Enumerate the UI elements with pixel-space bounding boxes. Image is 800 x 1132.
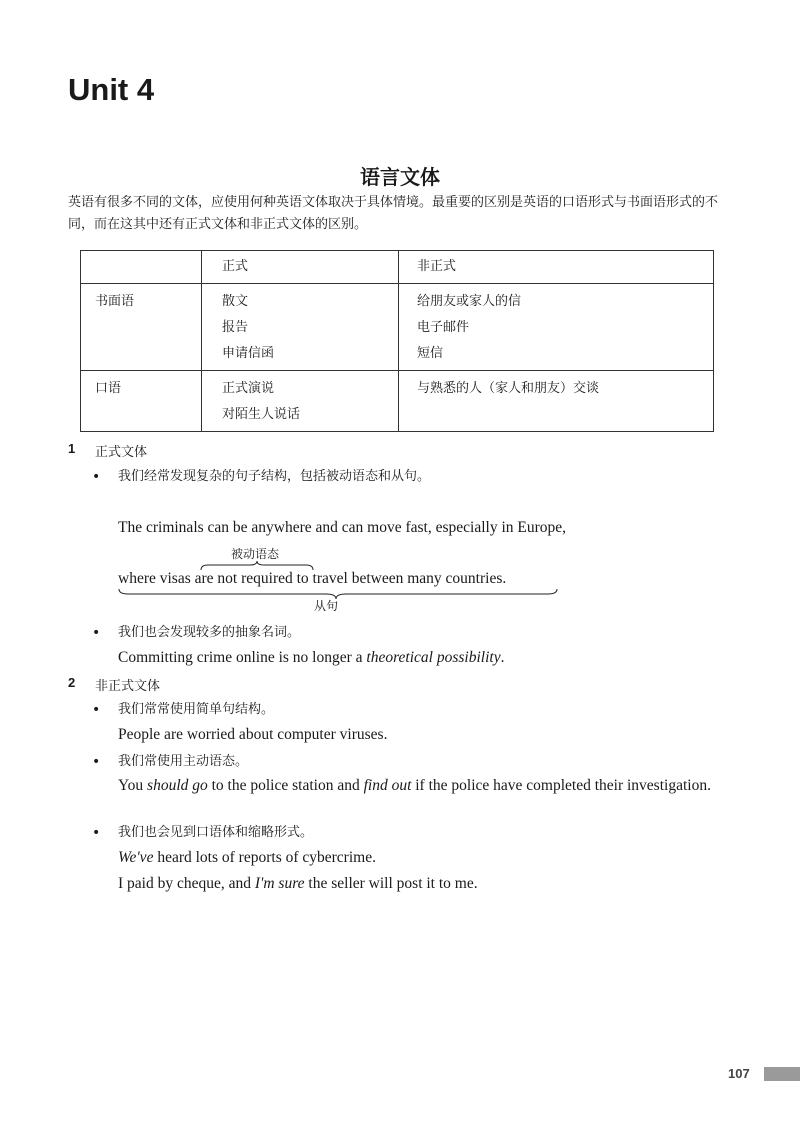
- table-cell-item: 与熟悉的人（家人和朋友）交谈: [417, 381, 600, 396]
- example-text: if the police have completed their investigation.: [411, 777, 711, 794]
- example-text: where visas: [118, 570, 195, 587]
- table-row: [81, 371, 714, 432]
- example-sentence: [118, 648, 504, 668]
- example-sentence: [118, 874, 478, 894]
- table-cell-item: 给朋友或家人的信: [417, 294, 522, 309]
- example-sentence: The criminals can be anywhere and can move fast, especially in Europe,: [118, 519, 567, 536]
- bullet-icon: •: [92, 625, 101, 641]
- example-sentence: [118, 848, 376, 868]
- register-table: [80, 250, 714, 432]
- example-text: to the police station and: [207, 777, 364, 794]
- row-label-spoken: 口语: [81, 371, 202, 432]
- example-text: to travel between many countries.: [292, 570, 507, 587]
- bullet-item: [92, 623, 301, 643]
- italic-phrase: We've: [118, 849, 154, 866]
- bullet-icon: •: [92, 469, 101, 485]
- annotation-clause: 从句: [314, 599, 339, 613]
- bullet-item: [92, 823, 314, 843]
- bullet-item: [92, 752, 249, 772]
- bullet-item: [92, 700, 275, 720]
- example-sentence: People are worried about computer viruses.: [118, 726, 388, 743]
- written-formal-cell: [202, 284, 399, 371]
- unit-title: Unit 4: [68, 72, 155, 107]
- table-cell-item: 对陌生人说话: [222, 407, 301, 422]
- page-tab-bar: [764, 1067, 800, 1081]
- section-number: 1: [68, 441, 76, 456]
- example-text: You: [118, 777, 148, 794]
- italic-phrase: theoretical possibility: [366, 649, 501, 666]
- table-cell-item: 散文: [222, 294, 249, 309]
- table-row: [81, 284, 714, 371]
- annotation-passive: 被动语态: [231, 547, 280, 561]
- table-cell-item: 报告: [222, 320, 249, 335]
- written-informal-cell: [399, 284, 714, 371]
- example-text: I paid by cheque, and: [118, 875, 255, 892]
- bullet-item: [92, 467, 431, 487]
- bullet-text: 我们也会见到口语体和缩略形式。: [118, 825, 314, 840]
- bullet-icon: •: [92, 702, 101, 718]
- example-text: .: [500, 649, 505, 666]
- section-title: 正式文体: [95, 445, 148, 460]
- spoken-informal-cell: [399, 371, 714, 432]
- page-number: 107: [728, 1066, 750, 1081]
- example-sentence: [118, 776, 724, 796]
- table-header-cell: [81, 251, 202, 284]
- italic-phrase: should go: [147, 777, 208, 794]
- example-sentence: [118, 569, 506, 589]
- table-header-informal: 非正式: [399, 251, 714, 284]
- section-title: 非正式文体: [95, 679, 161, 694]
- bullet-text: 我们也会发现较多的抽象名词。: [118, 625, 301, 640]
- table-cell-item: 正式演说: [222, 381, 275, 396]
- bullet-icon: •: [92, 825, 101, 841]
- row-label-written: 书面语: [81, 284, 202, 371]
- bullet-text: 我们常常使用简单句结构。: [118, 702, 275, 717]
- intro-paragraph: 英语有很多不同的文体，应使用何种英语文体取决于具体情境。最重要的区别是英语的口语形式与书面语形式的不同，而在这其中还有正式文体和非正式文体的区别。: [68, 195, 719, 232]
- example-text: Committing crime online is no longer a: [118, 649, 367, 666]
- italic-phrase: find out: [363, 777, 412, 794]
- section-number: 2: [68, 675, 76, 690]
- italic-phrase: I'm sure: [254, 875, 305, 892]
- bullet-icon: •: [92, 754, 101, 770]
- table-cell-item: 短信: [417, 346, 444, 361]
- table-cell-item: 申请信函: [222, 346, 275, 361]
- bullet-text: 我们常使用主动语态。: [118, 754, 249, 769]
- table-header-row: [81, 251, 714, 284]
- example-text: heard lots of reports of cybercrime.: [153, 849, 376, 866]
- spoken-formal-cell: [202, 371, 399, 432]
- bullet-text: 我们经常发现复杂的句子结构，包括被动语态和从句。: [118, 469, 431, 484]
- table-cell-item: 电子邮件: [417, 320, 470, 335]
- passive-phrase: are not required: [194, 570, 293, 587]
- table-header-formal: 正式: [202, 251, 399, 284]
- example-text: the seller will post it to me.: [304, 875, 478, 892]
- section-heading: 语言文体: [360, 165, 440, 189]
